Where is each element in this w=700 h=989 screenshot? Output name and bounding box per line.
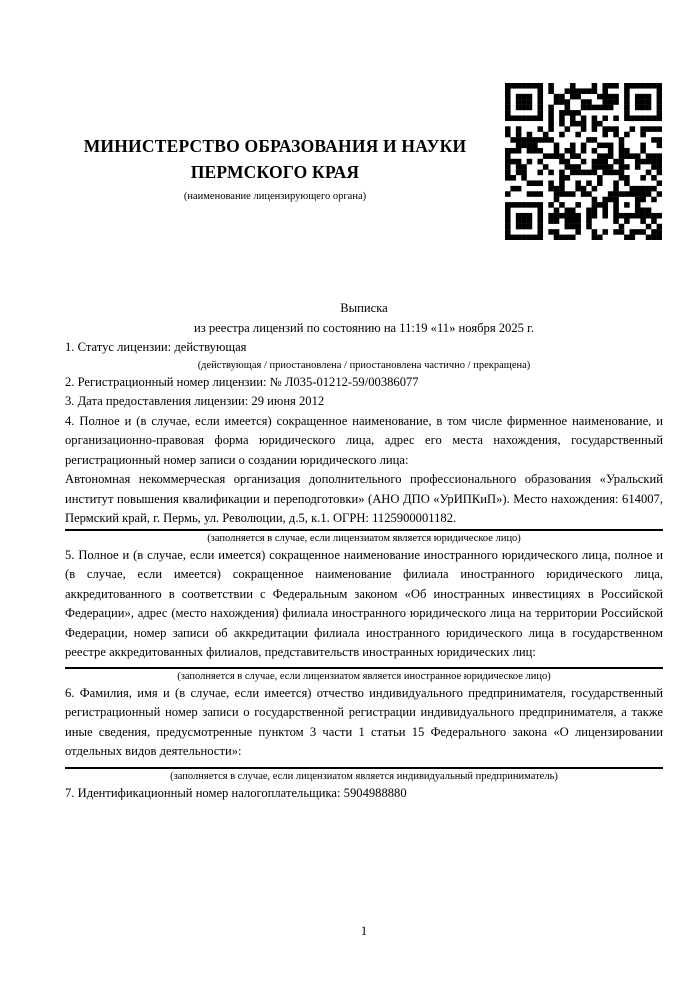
field-foreign-entity-question: 5. Полное и (в случае, если имеется) сокращенное наименование иностранного юридического лица, полное и (в случае, если имеется) сокращенное наименование филиала иностранного юридического лица, аккредитованного в соответствии с Федеральным законом «Об иностранных инвестициях в Российской Федерации», адрес (место нахождения) филиала иностранного юридического лица на территории Российской Федерации, номер записи об аккредитации филиала иностранного юридического лица в государственном реестре аккредитованных филиалов, представительств иностранных юридических лиц: [65,547,663,659]
field-grant-date: 3. Дата предоставления лицензии: 29 июня 2012 [65,394,325,408]
field-legal-entity-value: Автономная некоммерческая организация дополнительного профессионального образования «Уральский институт повышения квалификации и переподготовки» (АНО ДПО «УрИПКиП»). Место нахождения: 614007, Пермский край, г. Пермь, ул. Революции, д.5, к.1. ОГРН: 1125900001182. [65,472,663,525]
ministry-name [65,133,485,185]
ministry-name-line2: ПЕРМСКОГО КРАЯ [190,162,360,182]
document-body [65,299,663,803]
field-legal-entity-question: 4. Полное и (в случае, если имеется) сокращенное наименование, в том числе фирменное наименование, и организационно-правовая форма юридического лица, адрес его места нахождения, государственный регистрационный номер записи о создании юридического лица: [65,413,663,467]
field-registration-number: 2. Регистрационный номер лицензии: № Л035-01212-59/00386077 [65,374,419,389]
page-number: 1 [360,924,368,938]
field-foreign-entity-caption: (заполняется в случае, если лицензиатом является иностранное юридическое лицо) [177,670,551,682]
ministry-caption: (наименование лицензирующего органа) [183,191,367,202]
field-license-status: 1. Статус лицензии: действующая [65,340,247,354]
qr-code [505,83,662,240]
licensing-authority-header [65,133,485,204]
ministry-name-line1: МИНИСТЕРСТВО ОБРАЗОВАНИЯ И НАУКИ [83,136,467,156]
document-title-line1: Выписка [340,301,388,315]
document-title-line2: из реестра лицензий по состоянию на 11:19 «11» ноября 2025 г. [193,320,534,335]
field-entrepreneur-caption: (заполняется в случае, если лицензиатом является индивидуальный предприниматель) [170,770,558,782]
field-license-status-caption: (действующая / приостановлена / приостановлена частично / прекращена) [197,359,531,371]
field-entrepreneur-question: 6. Фамилия, имя и (в случае, если имеется) отчество индивидуального предпринимателя, государственный регистрационный номер записи о государственной регистрации индивидуального предпринимателя, а также иные сведения, предусмотренные пунктом 3 части 1 статьи 15 Федерального закона «О лицензировании отдельных видов деятельности»: [65,685,663,758]
field-legal-entity-caption: (заполняется в случае, если лицензиатом является юридическое лицо) [207,532,521,544]
qr-code-image [505,83,662,240]
field-taxpayer-number: 7. Идентификационный номер налогоплательщика: 5904988880 [65,785,407,800]
document-title [65,299,663,338]
